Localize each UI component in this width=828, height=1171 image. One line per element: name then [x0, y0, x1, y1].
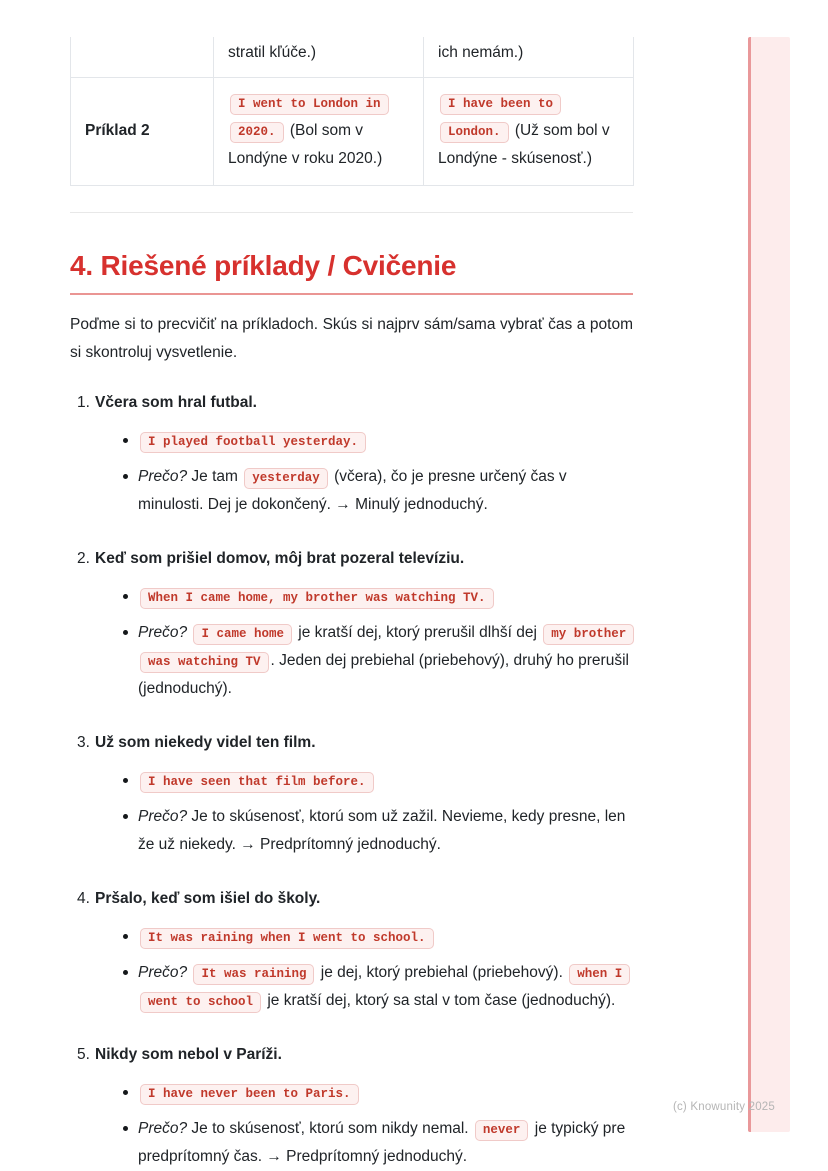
- item-sentence: Keď som prišiel domov, môj brat pozeral televíziu.: [95, 549, 465, 567]
- item-details: [95, 427, 633, 519]
- exercise-item-4: [70, 885, 633, 1015]
- why-code: I came home: [193, 624, 292, 645]
- why-text: je kratší dej, ktorý prerušil dlhší dej: [293, 623, 542, 641]
- item-details: [95, 923, 633, 1015]
- why-bullet: [95, 803, 633, 859]
- why-label: Prečo?: [138, 963, 188, 981]
- why-label: Prečo?: [138, 1119, 188, 1137]
- answer-bullet: [95, 583, 633, 611]
- answer-bullet: [95, 923, 633, 951]
- item-number: 3.: [77, 733, 90, 751]
- why-label: Prečo?: [138, 807, 188, 825]
- why-text: [187, 624, 191, 641]
- watermark: (c) Knowunity 2025: [672, 1101, 775, 1113]
- intro-paragraph: Poďme si to precvičiť na príkladoch. Skús si najprv sám/sama vybrať čas a potom si skontroluj vysvetlenie.: [70, 315, 633, 361]
- table-row-partial: [71, 37, 634, 77]
- code-snippet: I have been to London.: [440, 94, 561, 143]
- item-number: 5.: [77, 1045, 90, 1063]
- answer-bullet: [95, 767, 633, 795]
- item-number: 2.: [77, 549, 90, 567]
- table-cell-past-simple-note: stratil kľúče.): [214, 37, 424, 77]
- item-number: 1.: [77, 393, 90, 411]
- item-details: [95, 583, 633, 703]
- section-divider: [70, 212, 633, 213]
- answer-code: I played football yesterday.: [140, 432, 366, 453]
- table-cell-present-perfect-note: ich nemám.): [424, 37, 634, 77]
- table-cell-example-label: Príklad 2: [71, 77, 214, 185]
- why-text: Je tam: [187, 467, 243, 485]
- why-label: Prečo?: [138, 467, 188, 485]
- why-code: my brother was watching TV: [140, 624, 634, 673]
- item-sentence: Už som niekedy videl ten film.: [95, 733, 316, 751]
- code-snippet: I went to London in 2020.: [230, 94, 389, 143]
- item-sentence: Včera som hral futbal.: [95, 393, 257, 411]
- answer-code: It was raining when I went to school.: [140, 928, 434, 949]
- why-text: . Jeden dej prebiehal (priebehový), druhý ho prerušil (jednoduchý).: [138, 651, 629, 697]
- table-cell-present-perfect: [424, 77, 634, 185]
- why-code: yesterday: [244, 468, 328, 489]
- cell-note: (Už som bol v Londýne - skúsenosť.): [438, 122, 610, 167]
- right-accent-bar: [748, 37, 790, 1132]
- why-text: je dej, ktorý prebiehal (priebehový).: [316, 963, 568, 981]
- page-content: [70, 37, 633, 1171]
- answer-code: I have never been to Paris.: [140, 1084, 359, 1105]
- exercise-item-1: [70, 389, 633, 519]
- table-row-example2: [71, 77, 634, 185]
- item-details: [95, 1079, 633, 1171]
- table-cell-empty: [71, 37, 214, 77]
- exercise-list: [70, 389, 633, 1171]
- why-text: (včera), čo je presne určený čas v minulosti. Dej je dokončený. → Minulý jednoduchý.: [138, 467, 567, 513]
- why-text: je typický pre predprítomný čas. → Predprítomný jednoduchý.: [138, 1119, 626, 1165]
- answer-code: I have seen that film before.: [140, 772, 374, 793]
- table-cell-past-simple: [214, 77, 424, 185]
- why-bullet: [95, 959, 633, 1015]
- exercise-item-3: [70, 729, 633, 859]
- why-bullet: [95, 619, 633, 703]
- why-code: never: [475, 1120, 529, 1141]
- section-heading: 4. Riešené príklady / Cvičenie: [70, 249, 633, 295]
- answer-bullet: [95, 427, 633, 455]
- item-details: [95, 767, 633, 859]
- item-sentence: Pršalo, keď som išiel do školy.: [95, 889, 321, 907]
- why-bullet: [95, 1115, 633, 1171]
- why-text: Je to skúsenosť, ktorú som nikdy nemal.: [187, 1119, 473, 1137]
- why-code: when I went to school: [140, 964, 630, 1013]
- item-number: 4.: [77, 889, 90, 907]
- item-sentence: Nikdy som nebol v Paríži.: [95, 1045, 282, 1063]
- why-code: It was raining: [193, 964, 314, 985]
- cell-note: (Bol som v Londýne v roku 2020.): [228, 122, 383, 167]
- why-text: je kratší dej, ktorý sa stal v tom čase (jednoduchý).: [263, 991, 616, 1009]
- why-bullet: [95, 463, 633, 519]
- why-label: Prečo?: [138, 623, 188, 641]
- answer-code: When I came home, my brother was watching TV.: [140, 588, 494, 609]
- why-text: Je to skúsenosť, ktorú som už zažil. Nevieme, kedy presne, len že už niekedy. → Predprítomný jednoduchý.: [138, 807, 626, 853]
- exercise-item-2: [70, 545, 633, 703]
- tense-comparison-table: [70, 37, 634, 186]
- why-text: [187, 964, 191, 981]
